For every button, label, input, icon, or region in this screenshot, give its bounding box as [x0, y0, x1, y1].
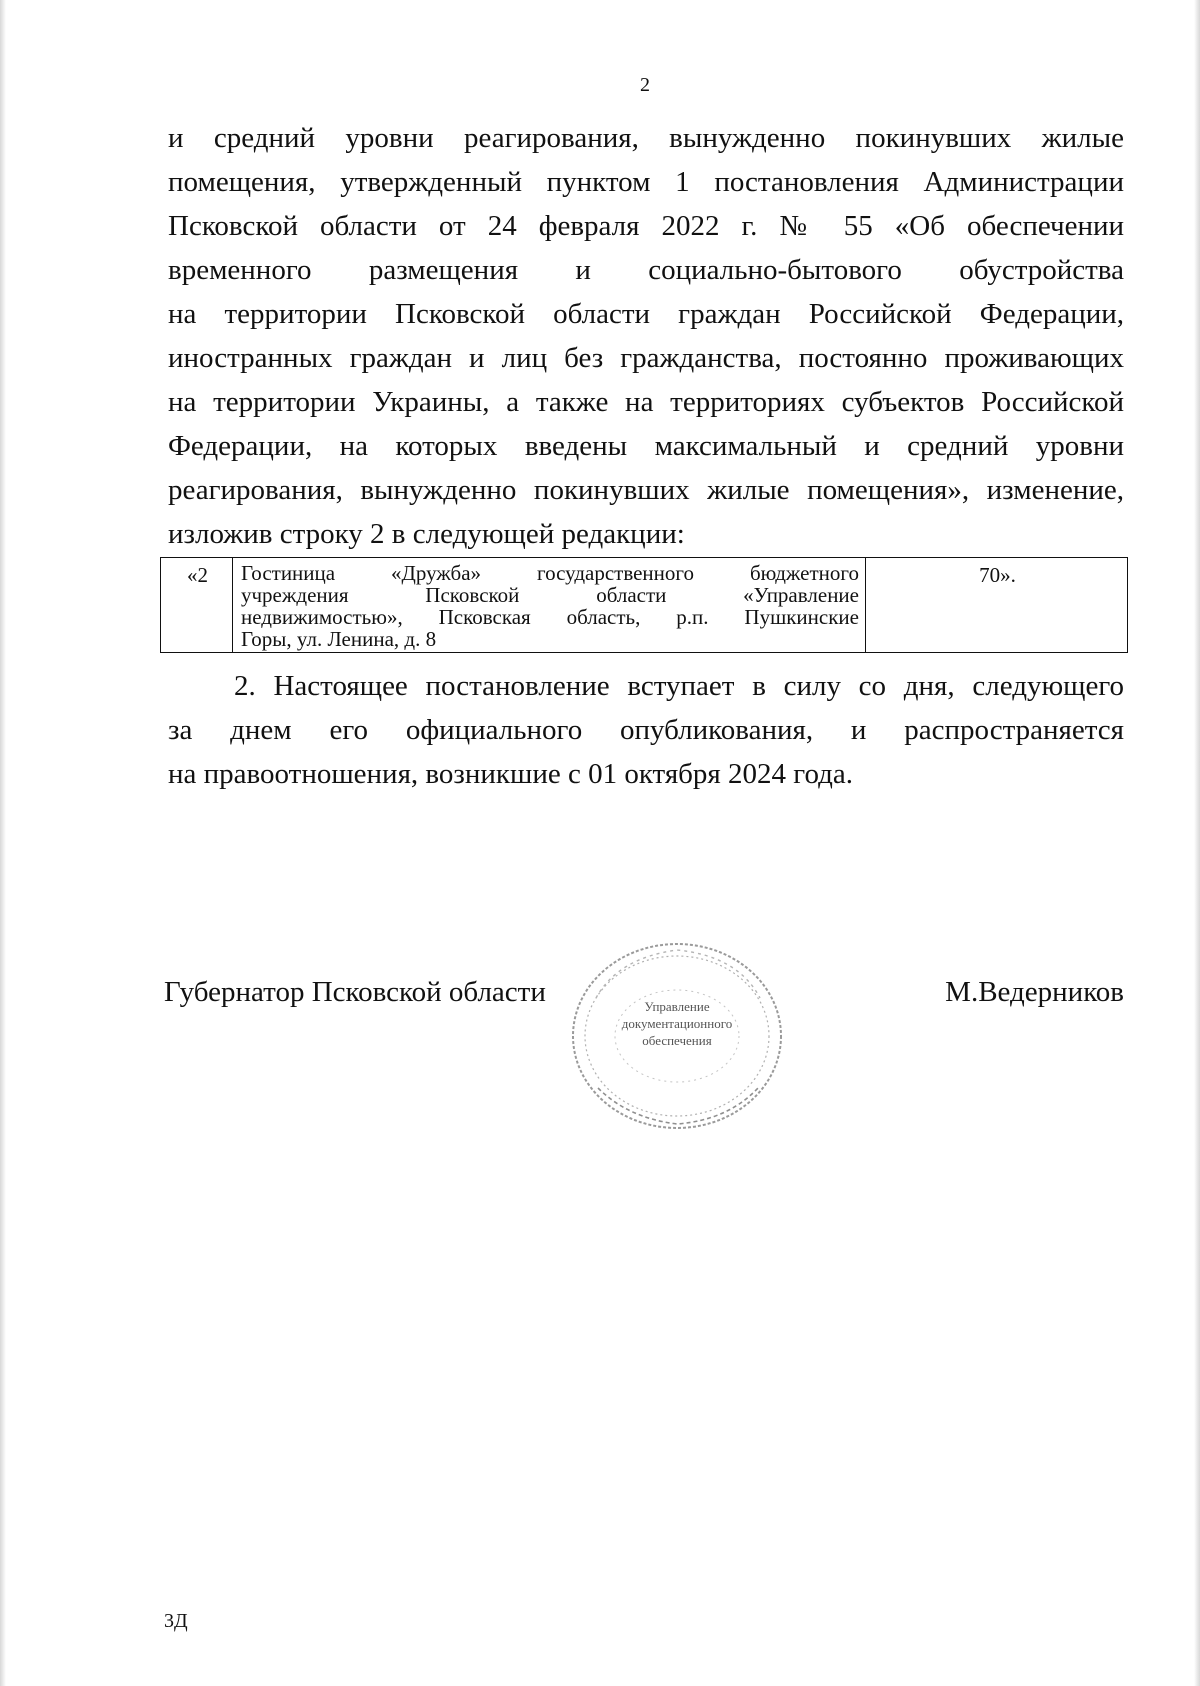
- table-cell-capacity: 70».: [866, 558, 1128, 653]
- footer-code: 3Д: [164, 1610, 188, 1632]
- paragraph-1-line: и средний уровни реагирования, вынужденно покинувших жилые: [168, 122, 1124, 154]
- paragraph-1-line: изложив строку 2 в следующей редакции:: [168, 518, 685, 550]
- page-number: 2: [640, 74, 650, 96]
- seal-inscription-line: обеспечения: [642, 1033, 712, 1048]
- paragraph-1-line: на территории Псковской области граждан Российской Федерации,: [168, 298, 1124, 330]
- signatory-name: М.Ведерников: [945, 976, 1124, 1008]
- paragraph-2-line: 2. Настоящее постановление вступает в силу со дня, следующего: [234, 670, 1124, 702]
- paragraph-2-line: за днем его официального опубликования, и распространяется: [168, 714, 1124, 746]
- seal-inscription-line: Управление: [644, 999, 710, 1014]
- scan-edge-right: [1194, 0, 1200, 1686]
- signatory-title: Губернатор Псковской области: [164, 976, 546, 1008]
- paragraph-2: [168, 664, 1124, 796]
- paragraph-1-line: реагирования, вынужденно покинувших жилые помещения», изменение,: [168, 474, 1124, 506]
- amendment-table: [160, 557, 1128, 653]
- seal-inscription-line: документационного: [621, 1016, 733, 1031]
- paragraph-1-line: временного размещения и социально-бытового обустройства: [168, 254, 1124, 286]
- object-name-line: недвижимостью», Псковская область, р.п. Пушкинские: [241, 605, 859, 629]
- paragraph-1-line: Псковской области от 24 февраля 2022 г. № 55 «Об обеспечении: [168, 210, 1124, 242]
- paragraph-2-line: на правоотношения, возникшие с 01 октября 2024 года.: [168, 758, 853, 790]
- paragraph-1-line: Федерации, на которых введены максимальный и средний уровни: [168, 430, 1124, 462]
- paragraph-1-line: иностранных граждан и лиц без гражданства, постоянно проживающих: [168, 342, 1124, 374]
- scan-edge-left: [0, 0, 6, 1686]
- paragraph-1-line: на территории Украины, а также на территориях субъектов Российской: [168, 386, 1124, 418]
- table-cell-row-number: «2: [161, 558, 233, 653]
- object-name-line: учреждения Псковской области «Управление: [241, 583, 859, 607]
- paragraph-1-line: помещения, утвержденный пунктом 1 постановления Администрации: [168, 166, 1124, 198]
- official-seal: [568, 938, 786, 1134]
- table-row: [161, 558, 1128, 653]
- table-cell-object-name: [233, 558, 866, 653]
- object-name-line: Горы, ул. Ленина, д. 8: [241, 627, 437, 651]
- seal-inscription: [568, 998, 786, 1049]
- paragraph-1: [168, 116, 1124, 556]
- object-name-line: Гостиница «Дружба» государственного бюджетного: [241, 561, 859, 585]
